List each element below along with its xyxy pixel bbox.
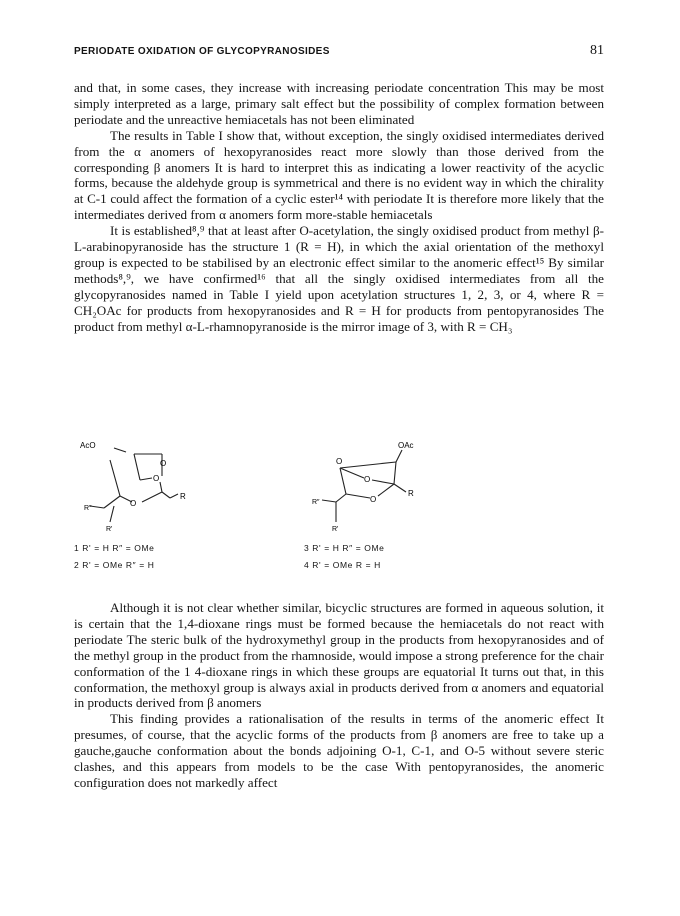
paragraph-3: It is established⁸,⁹ that at least after O-acetylation, the singly oxidised product from methyl β-L-arabinopyranoside has the structure 1 (R = H), in which the axial orientation of the methoxyl group is expected to be stabilised by an electronic effect similar to the anomeric effect¹⁵ By similar methods⁸,⁹, we have confirmed¹⁶ that all the singly oxidised intermediates from all the glycopyranosides named in Table I yield upon acetylation structures 1, 2, 3, or 4, where R = CH₂OAc for products from hexopyranosides and R = H for products from pentopyranosides The product from methyl α-L-rhamnopyranoside is the mirror image of 3, with R = CH₃ (74, 223, 604, 334)
paragraph-2: The results in Table I show that, without exception, the singly oxidised intermediates derived from the α anomers of hexopyranosides react more slowly than those derived from the corresponding β anomers It is hard to interpret this as indicating a lower reactivity of the acyclic forms, because the aldehyde group is symmetrical and there is no evident way in which the chirality at C-1 could affect the formation of a cyclic ester¹⁴ with periodate It is therefore more likely that the intermediates derived from α anomers form more-stable hemiacetals (74, 127, 604, 223)
legend-line-4: 4 R' = OMe R = H (304, 560, 381, 570)
right-ring-o-low: O (370, 495, 377, 504)
paragraph-4: Although it is not clear whether similar, bicyclic structures are formed in aqueous solution, it is certain that the 1,4-dioxane rings must be formed because the hemiacetals do not react with periodate The steric bulk of the hydroxymethyl group in the products from hexopyranosides and of the methyl group in the product from the rhamnoside, would impose a strong preference for the chair conformation of the 1 4-dioxane rings in which these groups are equatorial It turns out that, in this conformation, the methoxyl group is always axial in products derived from α anomers and equatorial in products derived from β anomers (74, 600, 604, 711)
left-r-label: R (180, 492, 186, 501)
structure-legend-right (304, 540, 385, 574)
page-number: 81 (590, 43, 604, 58)
structure-right (322, 450, 406, 522)
page-header (74, 43, 604, 62)
structure-drawings (74, 440, 604, 540)
running-title: PERIODATE OXIDATION OF GLYCOPYRANOSIDES (74, 46, 330, 57)
left-ring-o-mid: O (153, 474, 160, 483)
left-ring-o-low: O (130, 499, 137, 508)
right-acetoxy-label: OAc (398, 441, 414, 450)
right-r-prime-label: R' (332, 526, 339, 533)
legend-line-1: 1 R' = H R″ = OMe (74, 543, 155, 553)
body-text-top (74, 80, 604, 335)
left-r-double-label: R″ (84, 505, 92, 512)
left-ring-o-top: O (160, 459, 167, 468)
body-text-bottom (74, 600, 604, 791)
left-r-prime-label: R' (106, 526, 113, 533)
right-r-double-label: R″ (312, 499, 320, 506)
right-ring-o-mid: O (364, 475, 371, 484)
legend-line-3: 3 R' = H R″ = OMe (304, 543, 385, 553)
paragraph-1: and that, in some cases, they increase with increasing periodate concentration This may be most simply interpreted as a large, primary salt effect but the possibility of complex formation between periodate and the unreactive hemiacetals has not been eliminated (74, 80, 604, 127)
legend-line-2: 2 R' = OMe R″ = H (74, 560, 155, 570)
right-ring-o-top: O (336, 457, 343, 466)
left-acetoxy-label: AcO (80, 441, 96, 450)
right-r-label: R (408, 489, 414, 498)
chemical-structures-figure (74, 440, 604, 580)
paragraph-5: This finding provides a rationalisation of the results in terms of the anomeric effect It presumes, of course, that the acyclic forms of the products from β anomers are free to take up a gauche,gauche conformation about the bonds adjoining O-1, C-1, and O-5 without severe steric clashes, and this appears from models to be the case With pentopyranosides, the anomeric configuration does not markedly affect (74, 711, 604, 790)
structure-legend-left (74, 540, 155, 574)
